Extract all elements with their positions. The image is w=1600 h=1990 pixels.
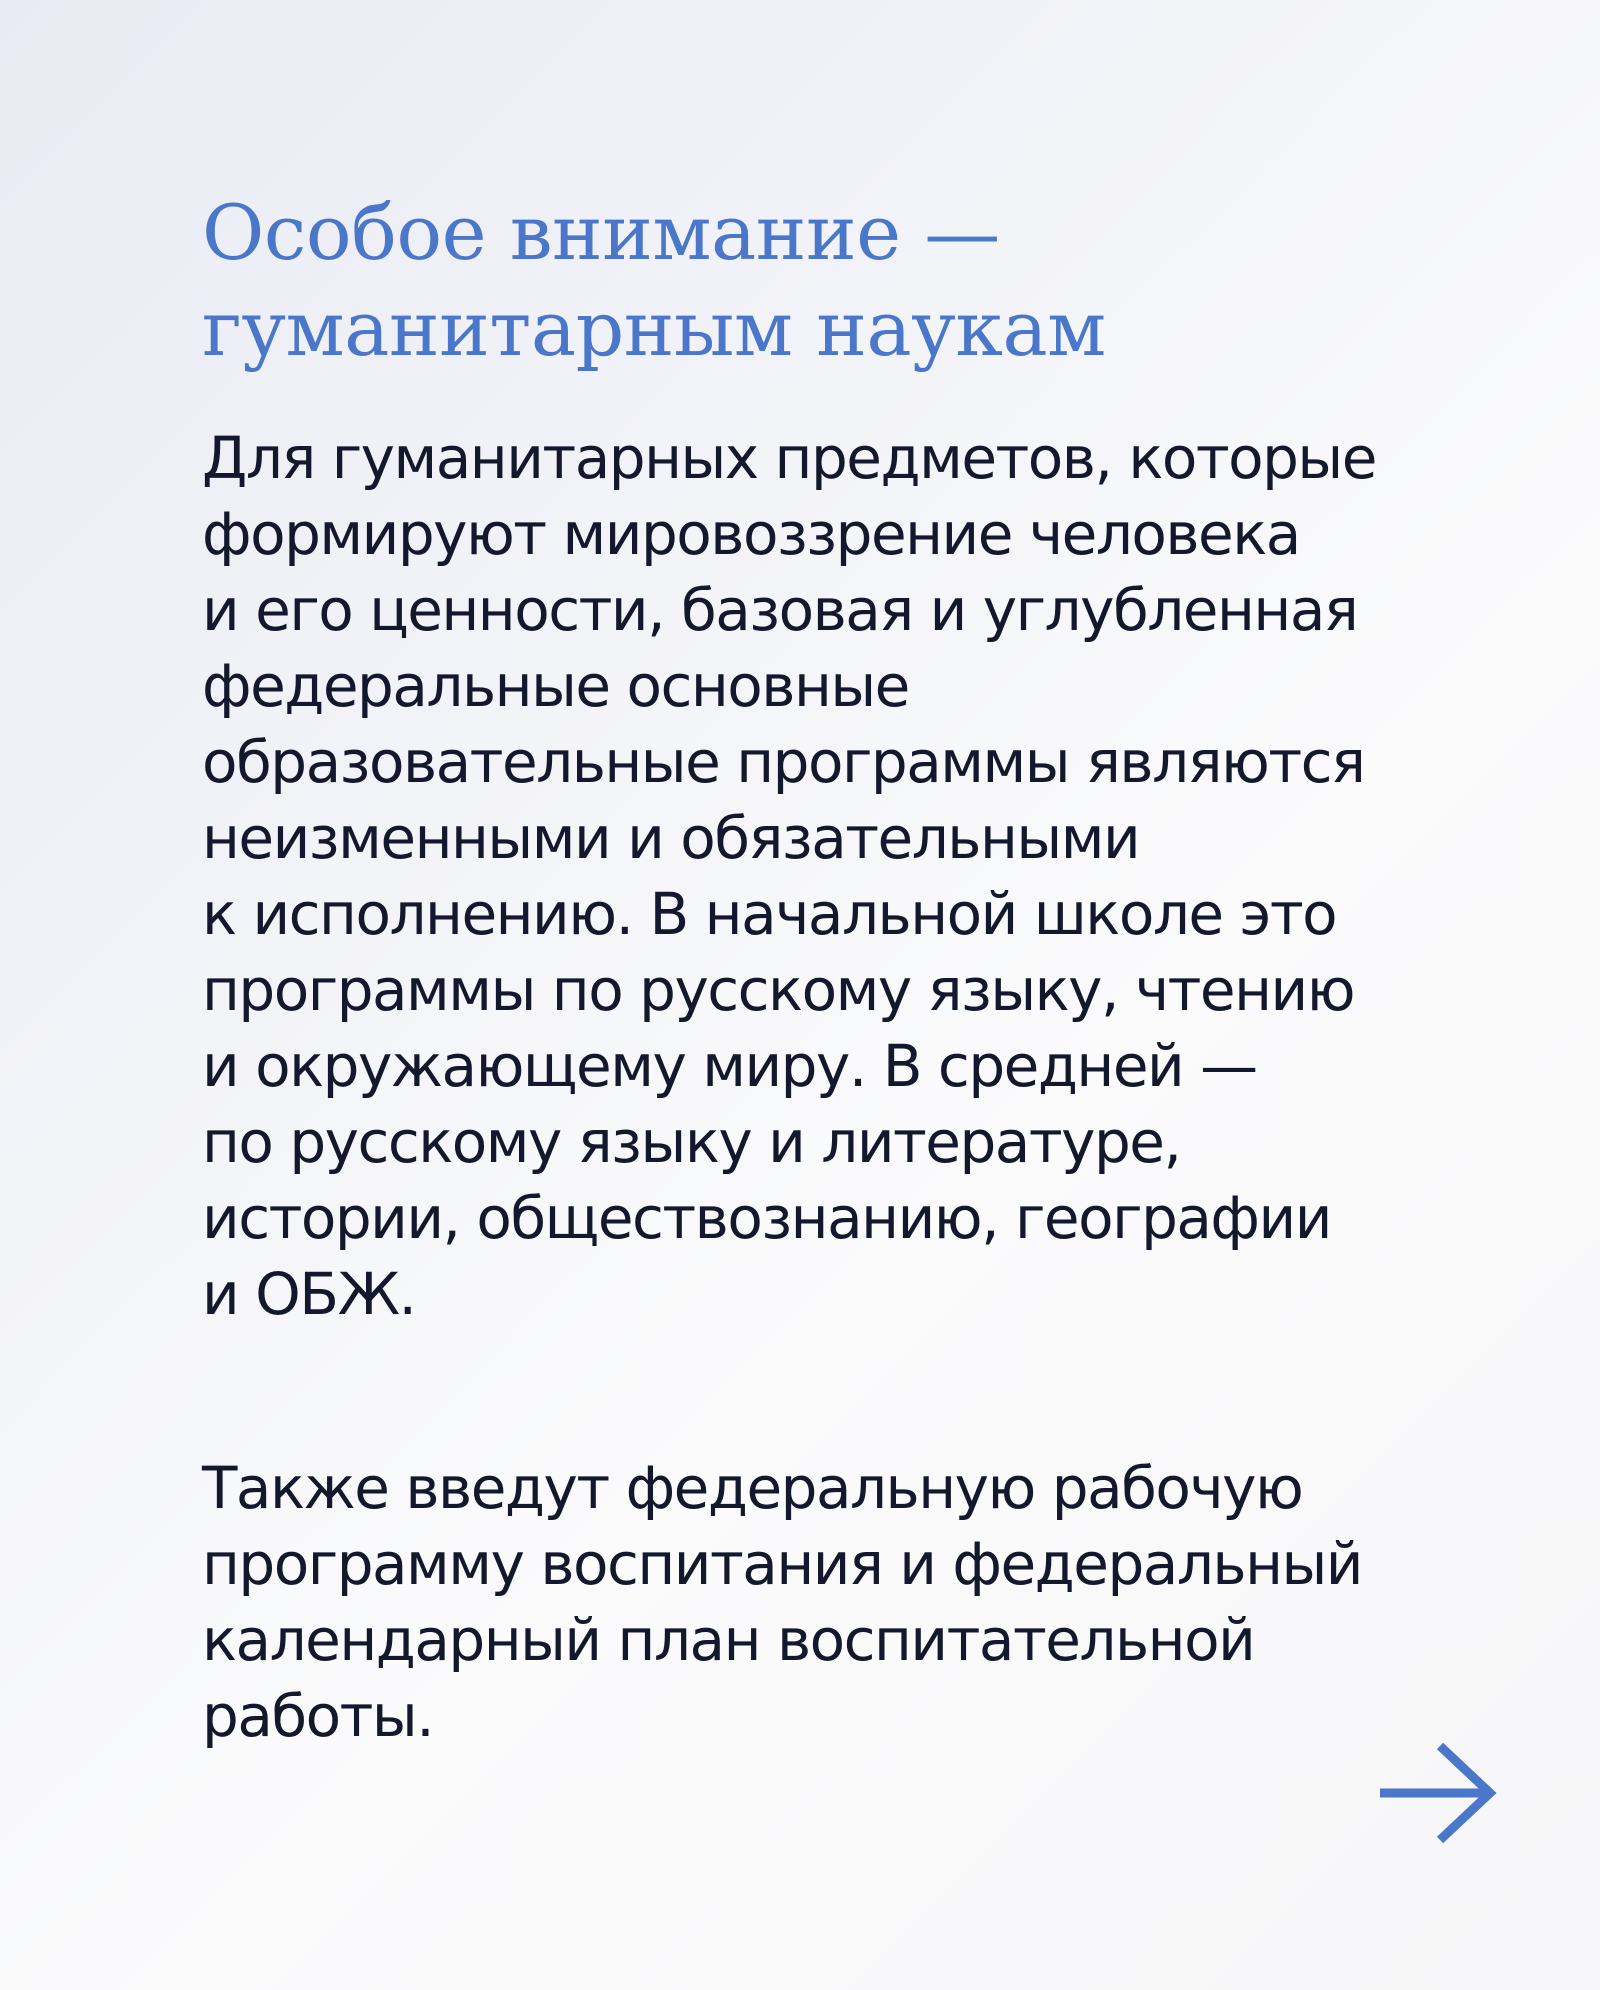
arrow-right-icon	[1372, 1738, 1502, 1848]
text-line: к исполнению. В начальной школе это	[202, 880, 1337, 948]
text-line: Также введут федеральную рабочую	[202, 1454, 1303, 1522]
text-line: федеральные основные	[202, 652, 909, 720]
slide-title-line: гуманитарным наукам	[202, 284, 1106, 373]
text-line: по русскому языку и литературе,	[202, 1108, 1181, 1176]
next-slide-button[interactable]	[1372, 1738, 1502, 1848]
text-line: истории, обществознанию, географии	[202, 1184, 1331, 1252]
body-paragraph-2	[202, 1450, 1502, 1754]
text-line: образовательные программы являются	[202, 728, 1365, 796]
text-line: программу воспитания и федеральный	[202, 1530, 1362, 1598]
text-line: и окружающему миру. В средней —	[202, 1032, 1257, 1100]
text-line: Для гуманитарных предметов, которые	[202, 424, 1376, 492]
text-line: неизменными и обязательными	[202, 804, 1140, 872]
slide-title	[202, 185, 1106, 377]
text-line: календарный план воспитательной	[202, 1606, 1255, 1674]
slide-title-line: Особое внимание —	[202, 188, 1000, 277]
text-line: программы по русскому языку, чтению	[202, 956, 1355, 1024]
text-line: формируют мировоззрение человека	[202, 500, 1300, 568]
text-line: и ОБЖ.	[202, 1260, 416, 1328]
text-line: работы.	[202, 1682, 434, 1750]
text-line: и его ценности, базовая и углубленная	[202, 576, 1358, 644]
body-paragraph-1	[202, 420, 1502, 1332]
